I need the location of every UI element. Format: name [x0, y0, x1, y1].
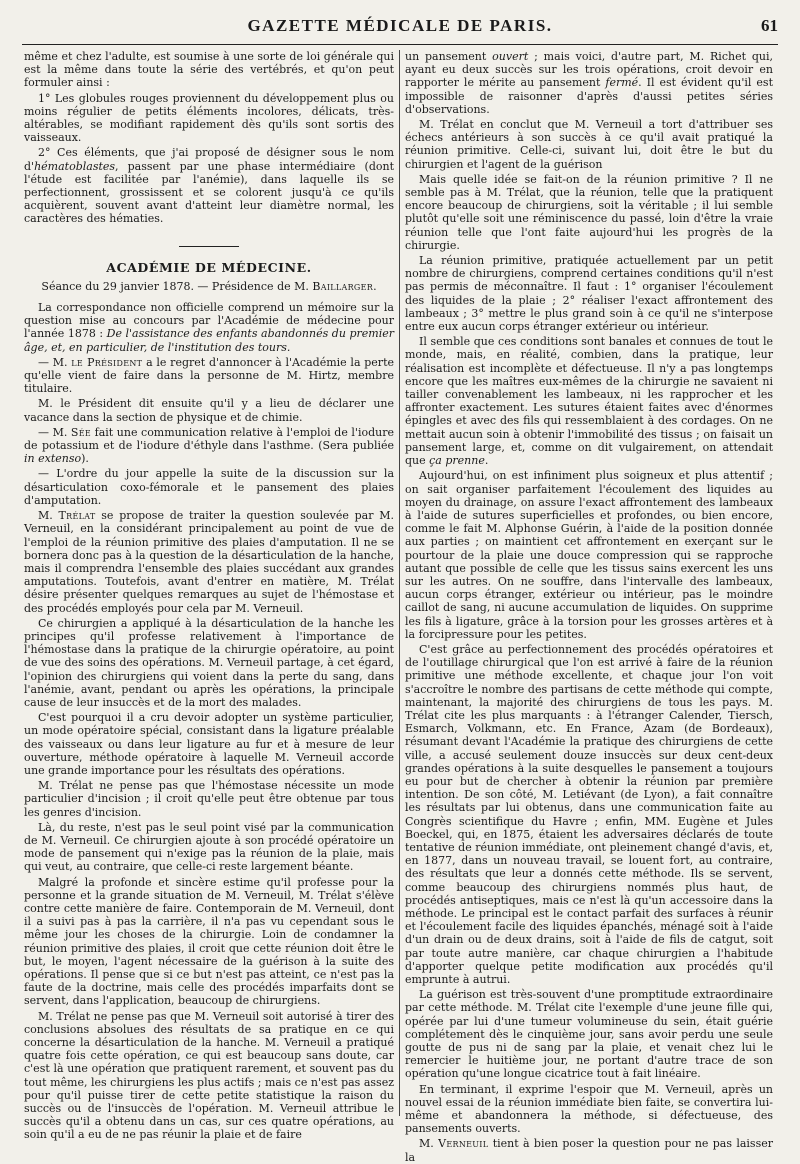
paragraph: M. le Président dit ensuite qu'il y a lieu de déclarer une vacance dans la section de physique et de chimie.	[24, 397, 394, 424]
page-number: 61	[761, 16, 778, 35]
right-column	[405, 50, 773, 1164]
paragraph: M. Trélat en conclut que M. Verneuil a tort d'attribuer ses échecs antérieurs à son succès à ce qu'il avait pratiqué la réunion primitive. Celle-ci, suivant lui, doit être le but du chirurgien et l'agent de la guérison	[405, 118, 773, 171]
paragraph: un pansement ouvert ; mais voici, d'autre part, M. Richet qui, ayant eu deux succès sur les trois opérations, croit devoir en rapporter le mérite au pansement fermé. Il est évident qu'il est impossible de raisonner d'après d'aussi petites séries d'observations.	[405, 50, 773, 116]
column-divider	[399, 50, 400, 1116]
paragraph: C'est pourquoi il a cru devoir adopter un système particulier, un mode opératoire spécial, consistant dans la ligature préalable des vaisseaux ou dans leur ligature au fur et à mesure de leur ouverture, méthode opératoire à laquelle M. Verneuil accorde une grande importance pour les résultats des opérations.	[24, 711, 394, 777]
paragraph: Ce chirurgien a appliqué à la désarticulation de la hanche les principes qu'il professe relativement à l'importance de l'hémostase dans la pratique de la chirurgie opératoire, au point de vue des soins des opérations. M. Verneuil partage, à cet égard, l'opinion des chirurgiens qui voient dans la perte du sang, dans l'anémie, avant, pendant ou après les opérations, la principale cause de leur insuccès et de la mort des malades.	[24, 616, 394, 709]
paragraph: Aujourd'hui, on est infiniment plus soigneux et plus attentif ; on sait organiser parfaitement l'écoulement des liquides au moyen du drainage, on assure l'exact affrontement des lambeaux à l'aide de sutures superficielles et profondes, ou bien encore, comme le fait M. Alphonse Guérin, à l'aide de la position donnée aux parties ; on maintient cet affrontement en exerçant sur le pourtour de la plaie une douce compression qui se rapproche autant que possible de celle que les tissus sains exercent les uns sur les autres. On ne souffre, dans l'intervalle des lambeaux, aucun corps étranger, extérieur ou intérieur, pas le moindre caillot de sang, ni aucune accumulation de liquides. On supprime les fils à ligature, grâce à la torsion pour les grosses artères et à la forcipressure pour les petites.	[405, 469, 773, 641]
paragraph: — M. Sée fait une communication relative à l'emploi de l'iodure de potassium et de l'iodure d'éthyle dans l'asthme. (Sera publiée in extenso).	[24, 425, 394, 466]
paragraph: — M. le Président a le regret d'annoncer à l'Académie la perte qu'elle vient de faire dans la personne de M. Hirtz, membre titulaire.	[24, 355, 394, 396]
left-column	[24, 50, 395, 1142]
seance-line: Séance du 29 janvier 1878. — Présidence de M. Baillarger.	[41, 279, 377, 293]
paragraph: M. Trélat ne pense pas que M. Verneuil soit autorisé à tirer des conclusions absolues des résultats de sa pratique en ce qui concerne la désarticulation de la hanche. M. Verneuil a pratiqué quatre fois cette opération, ce qui est beaucoup sans doute, car c'est là une opération que pratiquent rarement, et souvent pas du tout même, les chirurgiens les plus actifs ; mais ce n'est pas assez pour qu'il puisse tirer de cette petite statistique la raison du succès ou de l'insuccès de l'opération. M. Verneuil attribue le succès qu'il a obtenu dans un cas, sur ces quatre opérations, au soin qu'il a eu de ne pas réunir la plaie et de faire	[24, 1009, 394, 1142]
paragraph: Mais quelle idée se fait-on de la réunion primitive ? Il ne semble pas à M. Trélat, que la réunion, telle que la pratiquent encore beaucoup de chirurgiens, soit la véritable ; il lui semble plutôt qu'elle soit une réminiscence du passé, loin d'être la vraie réunion telle que l'ont faite aujourd'hui les progrès de la chirurgie.	[405, 172, 773, 252]
paragraph: La réunion primitive, pratiquée actuellement par un petit nombre de chirurgiens, comprend certaines conditions qu'il n'est pas permis de méconnaître. Il faut : 1° organiser l'écoulement des liquides de la plaie ; 2° réaliser l'exact affrontement des lambeaux ; 3° mettre le plus grand soin à ce qu'il ne s'interpose entre eux aucun corps étranger extérieur ou intérieur.	[405, 254, 773, 334]
paragraph: 2° Ces éléments, que j'ai proposé de désigner sous le nom d'hématoblastes, passent par une phase intermédiaire (dont l'étude est facilitée par l'anémie), dans laquelle ils se perfectionnent, grossissent et se colorent jusqu'à ce qu'ils acquièrent, souvent avant d'atteint leur diamètre normal, les caractères des hématies.	[24, 146, 394, 226]
paragraph: même et chez l'adulte, est soumise à une sorte de loi générale qui est la même dans toute la série des vertébrés, et qu'on peut formuler ainsi :	[24, 50, 394, 90]
paragraph: Malgré la profonde et sincère estime qu'il professe pour la personne et la grande situation de M. Verneuil, M. Trélat s'élève contre cette manière de faire. Contemporain de M. Verneuil, dont il a suivi pas à pas la carrière, il n'a pas vu cependant sous le même jour les choses de la chirurgie. Loin de condamner la réunion primitive des plaies, il croit que cette réunion doit être le but, le moyen, l'agent nécessaire de la guérison à la suite des opérations. Il pense que si ce but n'est pas atteint, ce n'est pas la faute de la doctrine, mais celle des procédés imparfaits dont se servent, dans l'application, beaucoup de chirurgiens.	[24, 875, 394, 1008]
paragraph: M. Verneuil tient à bien poser la question pour ne pas laisser la	[405, 1137, 773, 1164]
paragraph: La guérison est très-souvent d'une promptitude extraordinaire par cette méthode. M. Trélat cite l'exemple d'une jeune fille qui, opérée par lui d'une tumeur volumineuse du sein, était guérie complétement dès le cinquième jour, sans avoir perdu une seule goutte de pus ni de sang par la plaie, et venait chez lui le remercier le huitième jour, ne portant d'autre trace de son opération qu'une longue cicatrice tout à fait linéaire.	[405, 988, 773, 1081]
paragraph: 1° Les globules rouges proviennent du développement plus ou moins régulier de petits éléments incolores, délicats, très-altérables, se modifiant rapidement dès qu'ils sont sortis des vaisseaux.	[24, 91, 394, 145]
paragraph: M. Trélat se propose de traiter la question soulevée par M. Verneuil, en la considérant principalement au point de vue de l'emploi de la réunion primitive des plaies d'amputation. Il ne se bornera donc pas à la question de la désarticulation de la hanche, mais il comprendra l'ensemble des plaies succédant aux grandes amputations. Toutefois, avant d'entrer en matière, M. Trélat désire présenter quelques remarques au sujet de l'hémostase et des procédés employés pour cela par M. Verneuil.	[24, 509, 395, 615]
paragraph: Il semble que ces conditions sont banales et connues de tout le monde, mais, en réalité, combien, dans la pratique, leur réalisation est incomplète et défectueuse. Il n'y a pas longtemps encore que les maîtres eux-mêmes de la chirurgie ne savaient ni tailler convenablement les lambeaux, ni les rapprocher et les affronter exactement. Les sutures étaient faites avec d'énormes épingles et avec des fils qui ressemblaient à des cordages. On ne mettait aucun soin à obtenir l'immobilité des tissus ; on faisait un pansement large, et, comme on dit vulgairement, on attendait que ça prenne.	[405, 335, 773, 468]
paragraph: La correspondance non officielle comprend un mémoire sur la question mise au concours par l'Académie de médecine pour l'année 1878 : De l'assistance des enfants abandonnés du premier âge, et, en particulier, de l'institution des tours.	[24, 301, 394, 354]
paragraph: C'est grâce au perfectionnement des procédés opératoires et de l'outillage chirurgical que l'on est arrivé à faire de la réunion primitive une méthode excellente, et chaque jour l'on voit s'accroître le nombre des partisans de cette méthode qui compte, maintenant, la majorité des chirurgiens de tous les pays. M. Trélat cite les plus marquants : à l'étranger Calender, Tiersch, Esmarch, Volkmann, etc. En France, Azam (de Bordeaux), résumant devant l'Académie la pratique des chirurgiens de cette ville, a accusé seulement douze insuccès sur deux cent-deux grandes opérations à la suite desquelles le pansement a toujours eu pour but de chercher à obtenir la réunion par première intention. De son côté, M. Letiévant (de Lyon), a fait connaître les résultats par lui obtenus, dans une communication faite au Congrès scientifique du Havre ; enfin, MM. Eugène et Jules Boeckel, qui, en 1875, étaient les adversaires déclarés de toute tentative de réunion immédiate, ont pleinement changé d'avis, et, en 1877, dans un nouveau travail, se louent fort, au contraire, des résultats que leur a donnés cette méthode. Ils se servent, comme beaucoup des chirurgiens nommés plus haut, de procédés antiseptiques, mais ce n'est là qu'un accessoire dans la méthode. Le principal est le contact parfait des surfaces à réunir et l'écoulement facile des liquides épanchés, ménagé soit à l'aide d'un drain ou de deux drains, soit à l'aide de fils de catgut, soit par toute autre manière, car chaque chirurgien a l'habitude d'apporter quelque petite modification aux procédés qu'il emprunte à autrui.	[405, 642, 773, 987]
page-header	[22, 14, 778, 45]
section-title: ACADÉMIE DE MÉDECINE.	[106, 259, 312, 275]
paragraph: M. Trélat ne pense pas que l'hémostase nécessite un mode particulier d'incision ; il croit qu'elle peut être obtenue par tous les genres d'incision.	[24, 779, 394, 819]
paragraph: Là, du reste, n'est pas le seul point visé par la communication de M. Verneuil. Ce chirurgien ajoute à son procédé opératoire un mode de pansement qui n'exige pas la réunion de la plaie, mais qui veut, au contraire, que celle-ci reste largement béante.	[24, 820, 394, 874]
journal-title: GAZETTE MÉDICALE DE PARIS.	[247, 16, 553, 35]
paragraph: — L'ordre du jour appelle la suite de la discussion sur la désarticulation coxo-fémorale et le pansement des plaies d'amputation.	[24, 467, 394, 507]
section-separator	[179, 246, 239, 247]
paragraph: En terminant, il exprime l'espoir que M. Verneuil, après un nouvel essai de la réunion immédiate bien faite, se convertira lui-même et abandonnera la méthode, si défectueuse, des pansements ouverts.	[405, 1082, 773, 1136]
